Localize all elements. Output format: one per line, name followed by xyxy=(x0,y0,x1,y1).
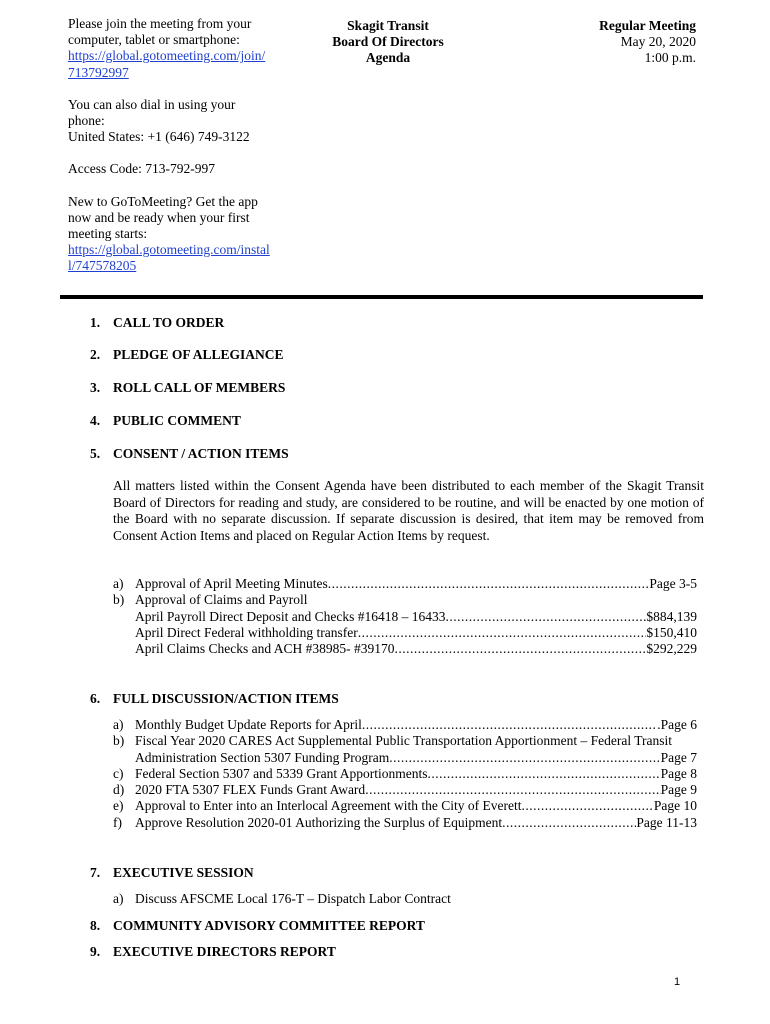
install-link[interactable]: https://global.gotomeeting.com/instal l/747578205 xyxy=(68,242,270,274)
agenda-item-3: 3. ROLL CALL OF MEMBERS xyxy=(90,380,286,395)
new-line3: meeting starts: xyxy=(68,226,148,242)
discussion-item-f: f) Approve Resolution 2020-01 Authorizing the Surplus of Equipment ..... Page 11-13 xyxy=(113,815,697,831)
agenda-header xyxy=(300,18,476,67)
consent-item-a: a) Approval of April Meeting Minutes ..... Page 3-5 xyxy=(113,576,697,592)
meeting-info xyxy=(520,18,696,67)
agenda-item-1: 1. CALL TO ORDER xyxy=(90,315,225,330)
join-info xyxy=(68,16,280,291)
executive-item-a: a) Discuss AFSCME Local 176-T – Dispatch Labor Contract xyxy=(113,891,451,906)
agenda-item-6: 6. FULL DISCUSSION/ACTION ITEMS xyxy=(90,691,339,706)
discussion-item-c: c) Federal Section 5307 and 5339 Grant Apportionments ..... Page 8 xyxy=(113,766,697,782)
join-intro-line2: computer, tablet or smartphone: xyxy=(68,32,240,48)
agenda-item-9: 9. EXECUTIVE DIRECTORS REPORT xyxy=(90,944,336,959)
join-link[interactable]: https://global.gotomeeting.com/join/ 713792997 xyxy=(68,48,266,80)
page-number: 1 xyxy=(674,976,681,988)
discussion-item-b-line2: Administration Section 5307 Funding Program ..... Page 7 xyxy=(113,750,697,766)
join-intro-line1: Please join the meeting from your xyxy=(68,16,252,31)
meeting-date: May 20, 2020 xyxy=(620,34,696,50)
doc-title: Agenda xyxy=(365,50,411,66)
consent-item-b3: April Claims Checks and ACH #38985- #39170 ..... $292,229 xyxy=(113,641,697,657)
consent-list xyxy=(113,576,697,657)
header-divider xyxy=(60,295,703,299)
new-line1: New to GoToMeeting? Get the app xyxy=(68,193,258,209)
access-code: Access Code: 713-792-997 xyxy=(68,161,215,177)
org-name: Skagit Transit xyxy=(347,18,429,33)
discussion-list xyxy=(113,717,697,831)
discussion-item-d: d) 2020 FTA 5307 FLEX Funds Grant Award ..... Page 9 xyxy=(113,782,697,798)
discussion-item-a: a) Monthly Budget Update Reports for April ..... .Page 6 xyxy=(113,717,697,733)
agenda-item-4: 4. PUBLIC COMMENT xyxy=(90,413,241,428)
consent-item-b: b) Approval of Claims and Payroll xyxy=(113,592,308,608)
dial-line1: You can also dial in using your xyxy=(68,96,236,112)
consent-paragraph: All matters listed within the Consent Agenda have been distributed to each member of the Skagit Transit Board of Directors for reading and study, are considered to be routine, and will be enacted by one motion of the Board with no separate discussion. If separate discussion is desired, that item may be removed from Consent Action Items and placed on Regular Action Items by request. xyxy=(113,478,704,543)
consent-item-b1: April Payroll Direct Deposit and Checks #16418 – 16433 ..... $884,139 xyxy=(113,609,697,625)
agenda-item-5: 5. CONSENT / ACTION ITEMS xyxy=(90,446,289,461)
dial-phone: United States: +1 (646) 749-3122 xyxy=(68,129,250,145)
new-line2: now and be ready when your first xyxy=(68,209,250,225)
agenda-item-8: 8. COMMUNITY ADVISORY COMMITTEE REPORT xyxy=(90,918,425,933)
agenda-item-2: 2. PLEDGE OF ALLEGIANCE xyxy=(90,347,284,362)
discussion-item-b-line1: b) Fiscal Year 2020 CARES Act Supplemental Public Transportation Apportionment – Federal Transit xyxy=(113,733,673,749)
meeting-time: 1:00 p.m. xyxy=(644,50,696,66)
consent-item-b2: April Direct Federal withholding transfer ..... $150,410 xyxy=(113,625,697,641)
discussion-item-e: e) Approval to Enter into an Interlocal Agreement with the City of Everett ..... Page 10 xyxy=(113,798,697,814)
meeting-type: Regular Meeting xyxy=(599,18,696,33)
dial-line2: phone: xyxy=(68,113,105,129)
agenda-item-7: 7. EXECUTIVE SESSION xyxy=(90,865,254,880)
board-name: Board Of Directors xyxy=(332,34,444,50)
